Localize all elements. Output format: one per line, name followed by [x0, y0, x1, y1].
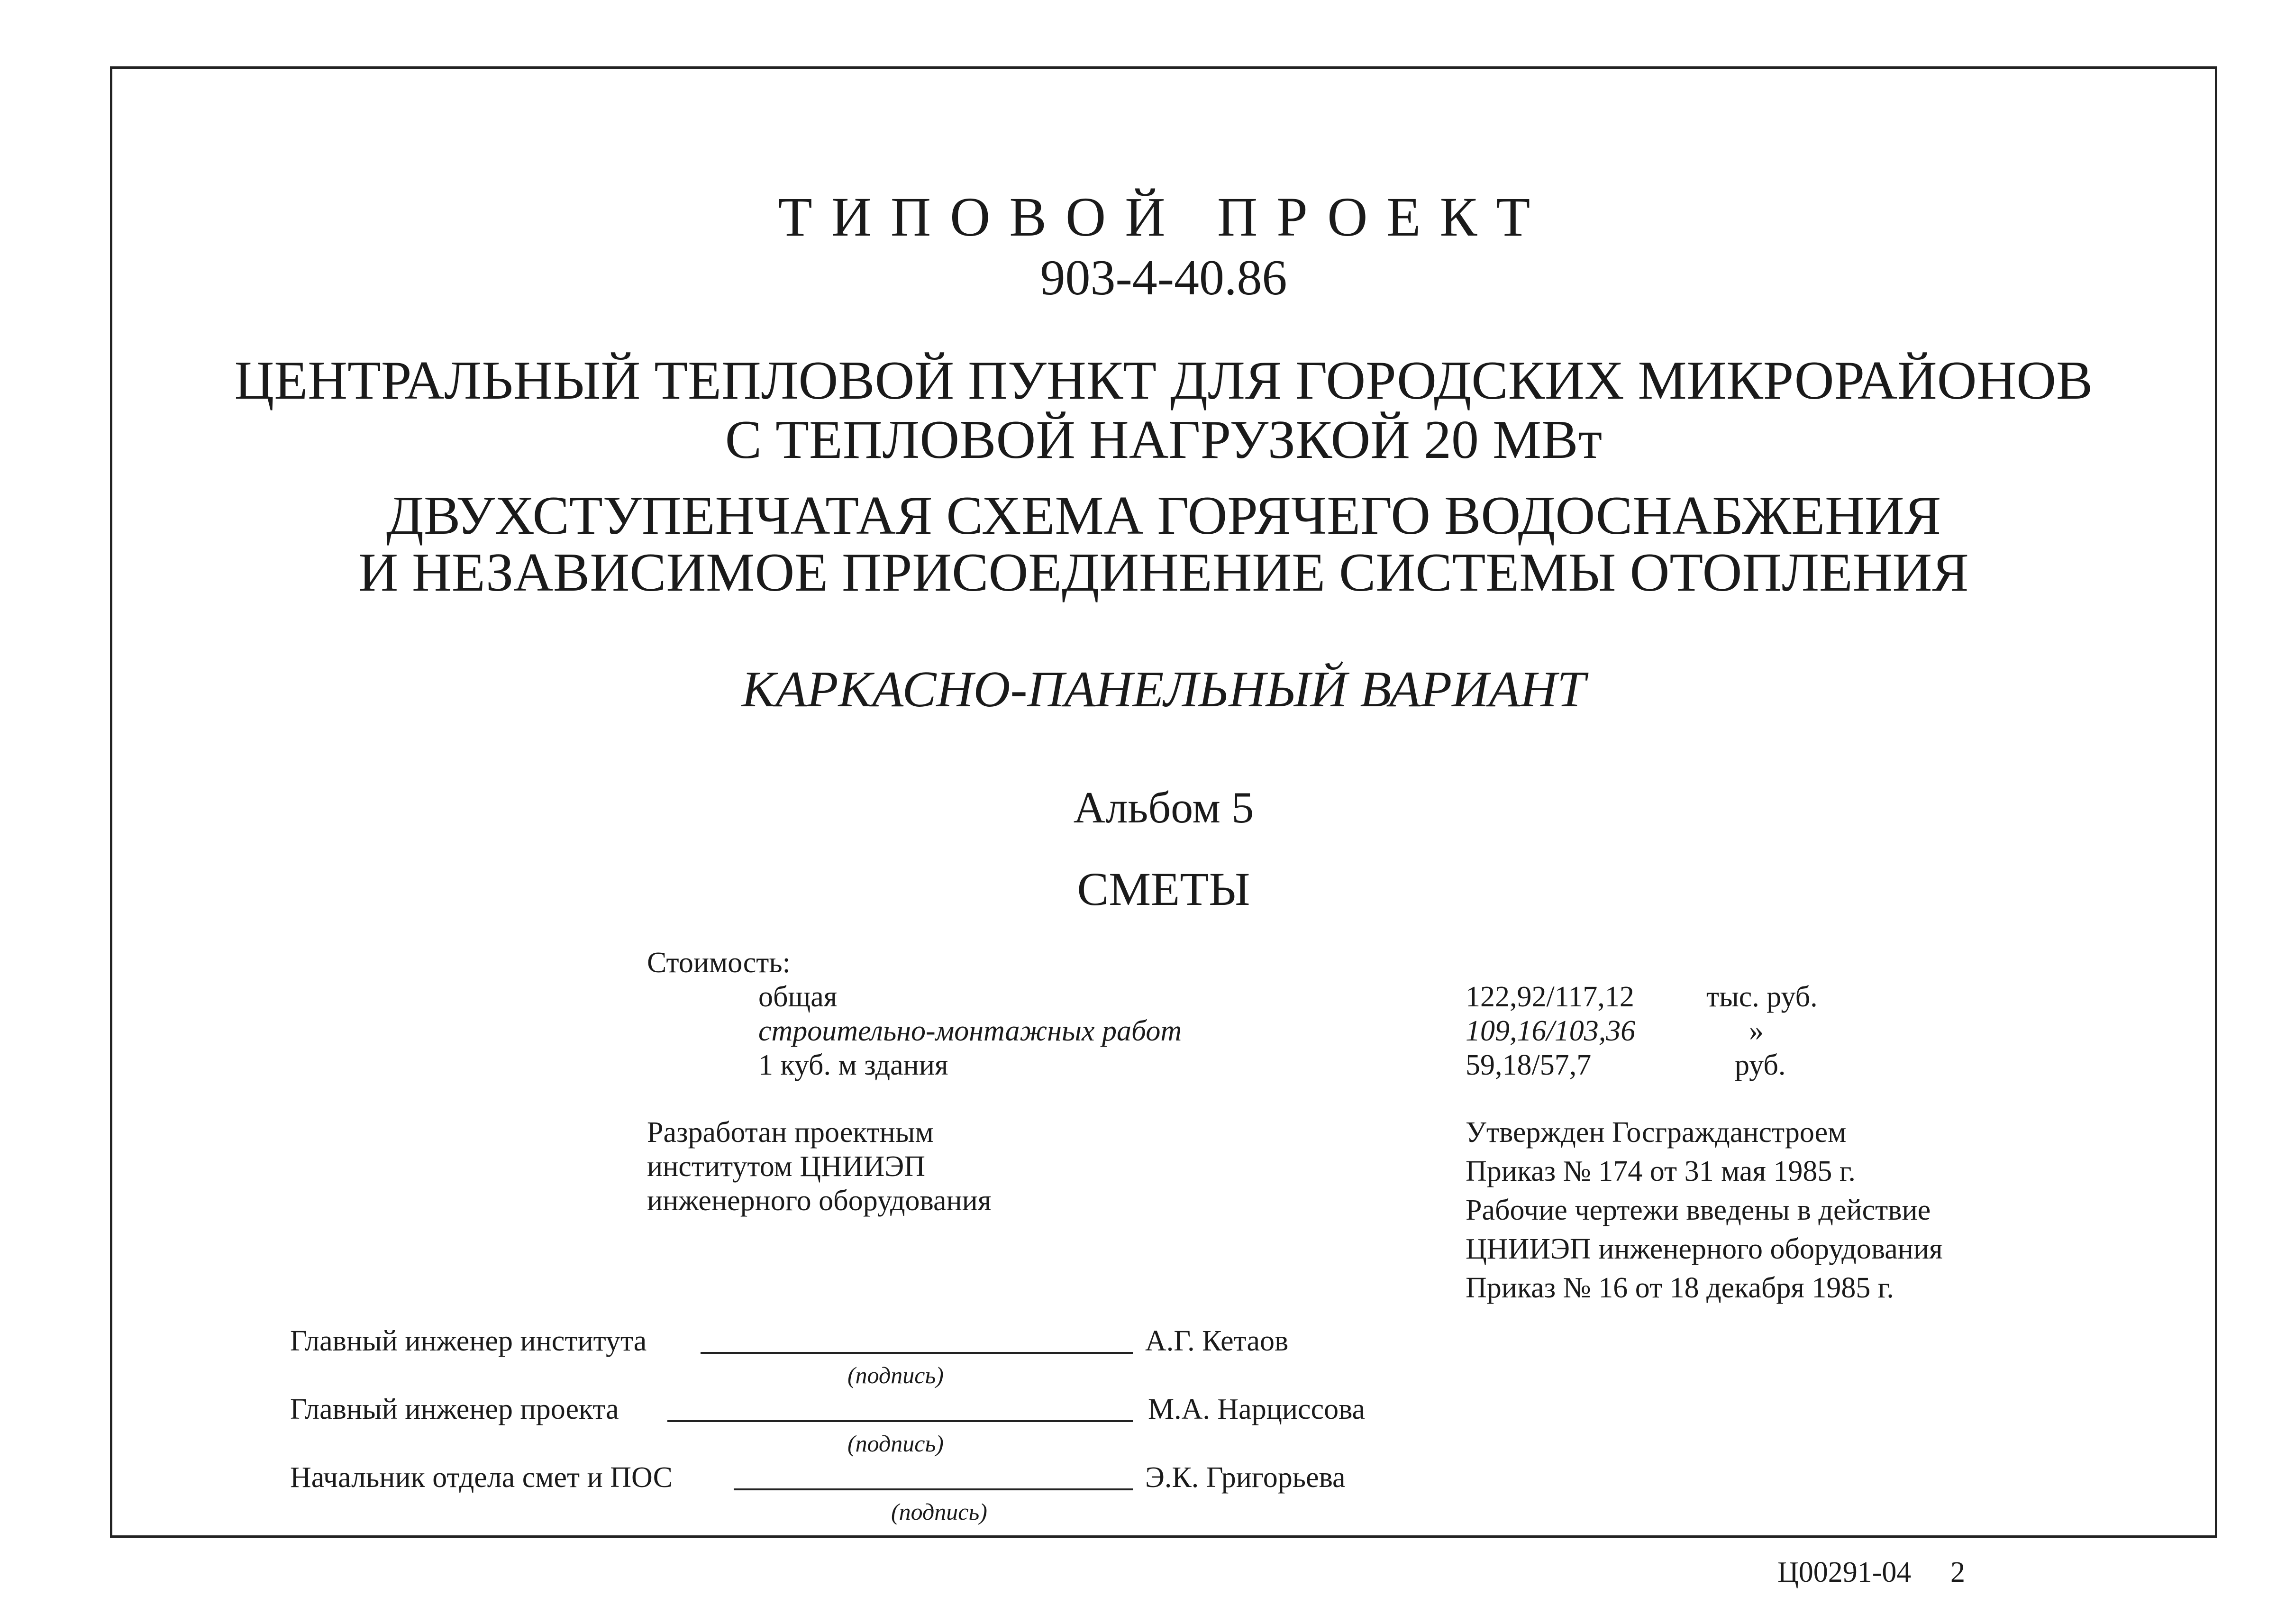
cost-label-volume: 1 куб. м здания	[758, 1049, 948, 1081]
cost-label-total: общая	[758, 981, 838, 1013]
signature-name-3: Э.К. Григорьева	[1145, 1461, 1346, 1494]
album-number: Альбом 5	[1073, 783, 1254, 832]
cost-unit-construction: »	[1749, 1015, 1764, 1047]
signature-caption-2: (подпись)	[847, 1430, 944, 1457]
approval-line-1: Утвержден Госгражданстроем	[1466, 1116, 1847, 1149]
title-line-4: И НЕЗАВИСИМОЕ ПРИСОЕДИНЕНИЕ СИСТЕМЫ ОТОПЛЕНИЯ	[358, 542, 1969, 603]
approval-line-2: Приказ № 174 от 31 мая 1985 г.	[1466, 1155, 1856, 1187]
signature-line-3	[734, 1488, 1133, 1490]
signature-role-2: Главный инженер проекта	[290, 1393, 619, 1425]
developer-line-2: институтом ЦНИИЭП	[647, 1150, 926, 1183]
approval-line-3: Рабочие чертежи введены в действие	[1466, 1194, 1931, 1226]
approval-line-5: Приказ № 16 от 18 декабря 1985 г.	[1466, 1272, 1894, 1304]
title-line-1: ЦЕНТРАЛЬНЫЙ ТЕПЛОВОЙ ПУНКТ ДЛЯ ГОРОДСКИХ МИКРОРАЙОНОВ	[234, 350, 2093, 411]
project-number: 903-4-40.86	[1040, 250, 1287, 305]
document-code: Ц00291-04	[1777, 1556, 1912, 1588]
signature-name-1: А.Г. Кетаов	[1145, 1325, 1289, 1357]
signature-line-1	[701, 1352, 1133, 1354]
cost-label-construction: строительно-монтажных работ	[758, 1015, 1182, 1047]
cost-value-volume: 59,18/57,7	[1466, 1049, 1592, 1081]
cost-heading: Стоимость:	[647, 947, 791, 979]
signature-caption-3: (подпись)	[891, 1498, 987, 1525]
variant-title: КАРКАСНО-ПАНЕЛЬНЫЙ ВАРИАНТ	[741, 661, 1586, 718]
signature-name-2: М.А. Нарциссова	[1148, 1393, 1366, 1425]
cost-unit-volume: руб.	[1735, 1049, 1786, 1081]
title-line-3: ДВУХСТУПЕНЧАТАЯ СХЕМА ГОРЯЧЕГО ВОДОСНАБЖЕНИЯ	[386, 485, 1941, 546]
title-line-2: С ТЕПЛОВОЙ НАГРУЗКОЙ 20 МВт	[725, 410, 1603, 470]
developer-line-3: инженерного оборудования	[647, 1185, 992, 1217]
signature-role-1: Главный инженер института	[290, 1325, 647, 1357]
cost-value-construction: 109,16/103,36	[1466, 1015, 1636, 1047]
signature-role-3: Начальник отдела смет и ПОС	[290, 1461, 673, 1494]
page-number: 2	[1950, 1556, 1965, 1588]
signature-line-2	[667, 1420, 1133, 1422]
cost-value-total: 122,92/117,12	[1466, 981, 1634, 1013]
cost-unit-total: тыс. руб.	[1706, 981, 1818, 1013]
document-type-heading: ТИПОВОЙ ПРОЕКТ	[778, 186, 1549, 248]
developer-line-1: Разработан проектным	[647, 1116, 934, 1149]
signature-caption-1: (подпись)	[847, 1362, 944, 1388]
approval-line-4: ЦНИИЭП инженерного оборудования	[1466, 1233, 1943, 1265]
album-subject: СМЕТЫ	[1077, 863, 1250, 915]
